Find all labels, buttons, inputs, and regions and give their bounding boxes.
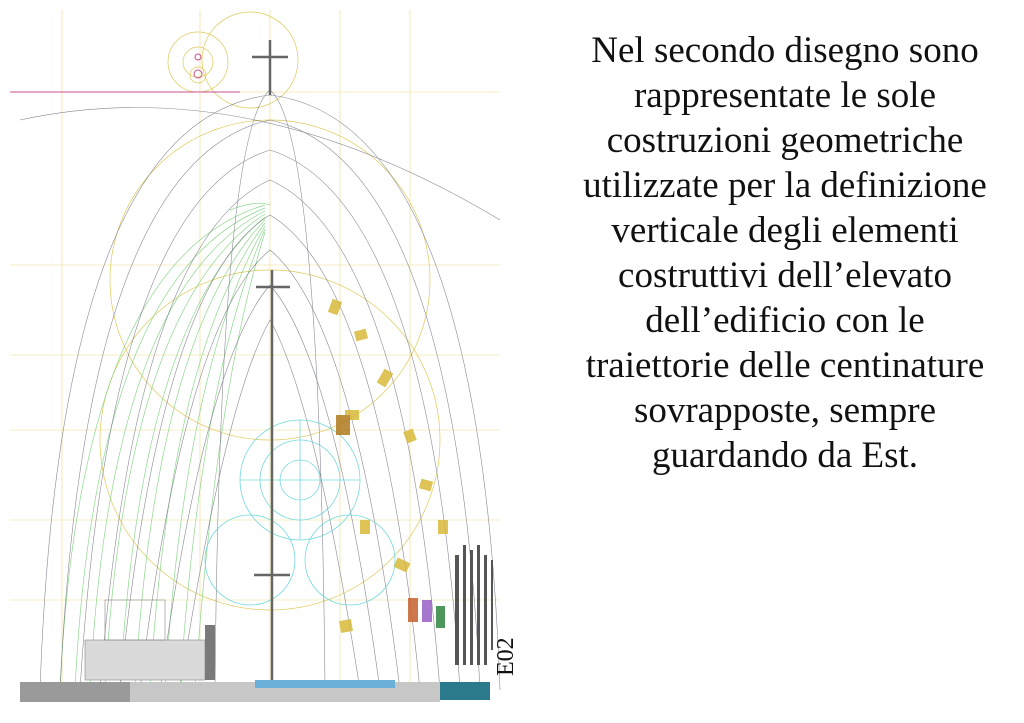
base-structure <box>20 600 490 702</box>
caption-line: costruttivi dell’elevato <box>618 255 952 296</box>
caption-line: sovrapposte, sempre <box>633 390 937 431</box>
caption-line: Nel secondo disegno sono <box>591 30 979 71</box>
caption-line: rappresentate le sole <box>633 75 937 116</box>
caption-text <box>560 28 1010 478</box>
caption-line: guardando da Est. <box>651 435 919 476</box>
cyan-rose <box>205 420 395 605</box>
title-block <box>455 545 493 665</box>
caption-line: traiettorie delle centinature <box>585 345 985 386</box>
caption-line: dell’edificio con le <box>645 300 925 341</box>
caption-line: costruzioni geometriche <box>606 120 964 161</box>
saint-figures <box>408 598 445 628</box>
construction-grid <box>10 10 500 700</box>
crosses <box>252 40 290 690</box>
sheet-code: E02 <box>493 637 519 676</box>
caption-line: verticale degli elementi <box>611 210 959 251</box>
caption-line: utilizzate per la definizione <box>583 165 987 206</box>
